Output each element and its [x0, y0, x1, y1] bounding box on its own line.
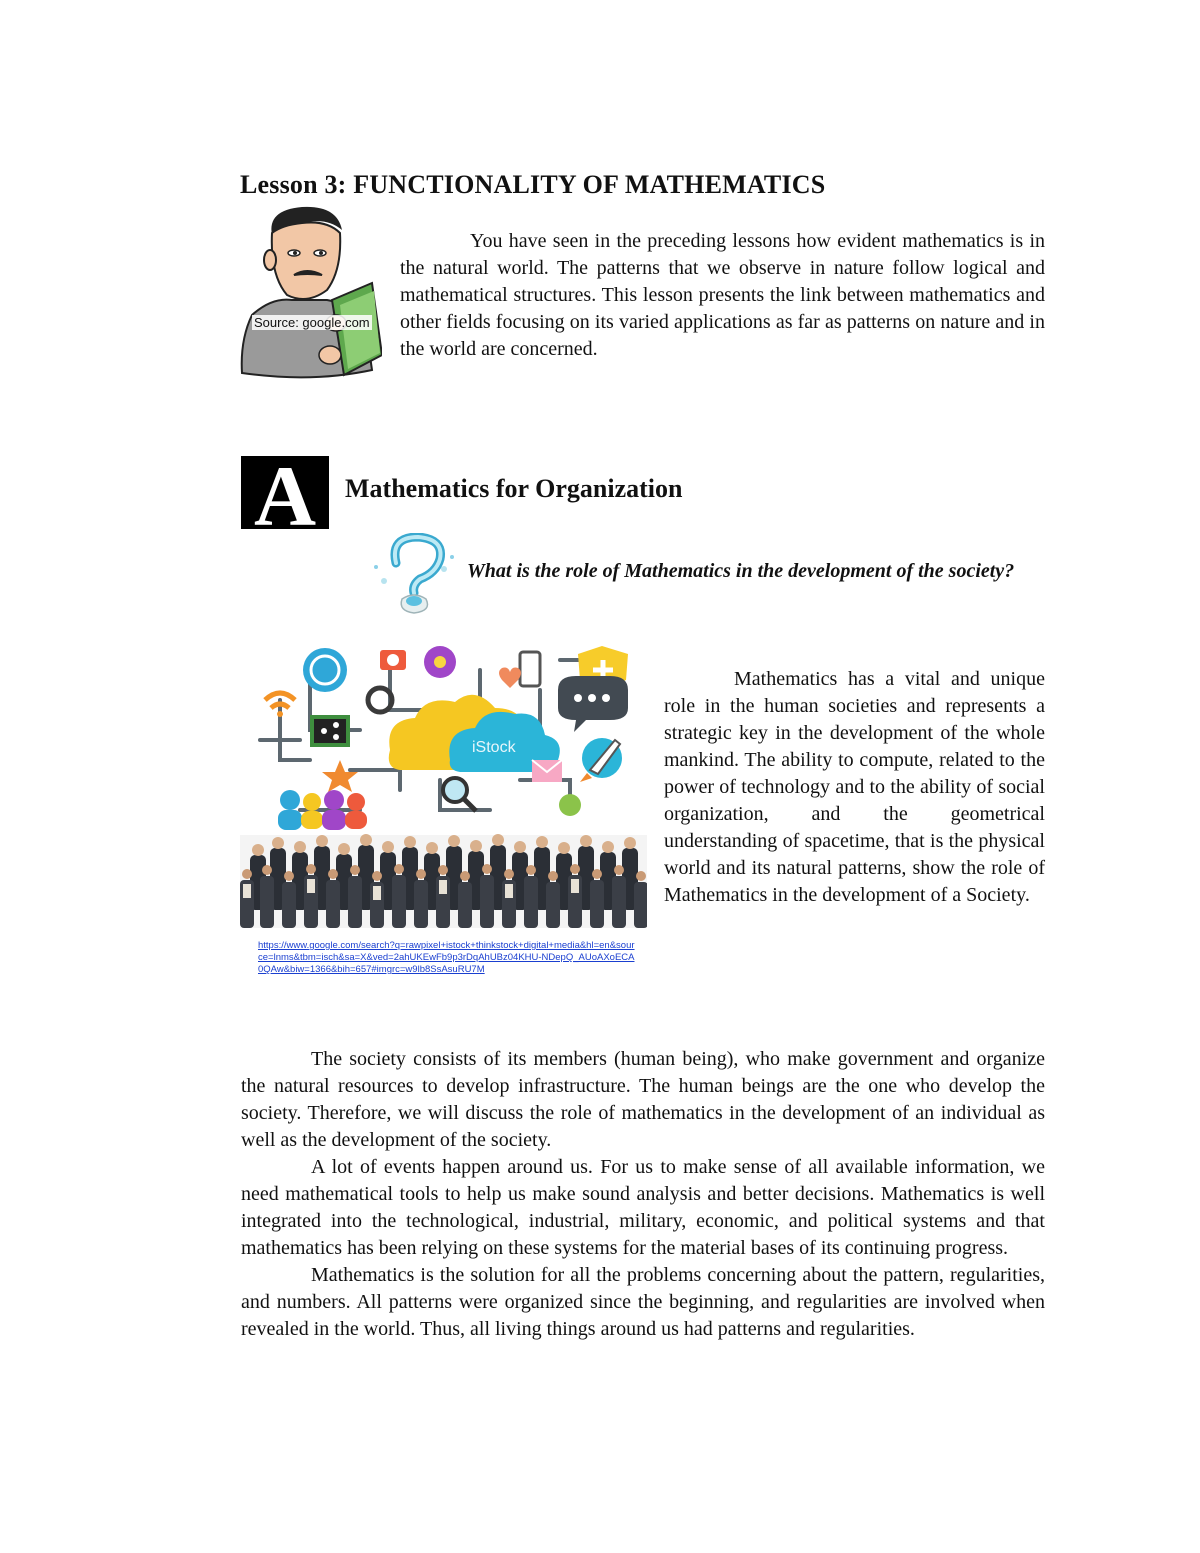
- cartoon-man-reading-illustration: [232, 205, 382, 385]
- body-paragraph: The society consists of its members (human being), who make government and organize the natural resources to develop infrastructure. The human beings are the one who develop the society. Therefore, we will discuss the role of mathematics in the development of an individual as well as the development of the society.: [241, 1048, 1045, 1151]
- image-source-caption: Source: google.com: [254, 315, 370, 330]
- intro-text: You have seen in the preceding lessons how evident mathematics is in the natural world. The patterns that we observe in nature follow logical and mathematical structures. This lesson presents the link between mathematics and other fields focusing on its varied applications as far as patterns on nature and in the world are concerned.: [400, 230, 1045, 360]
- body-text: [241, 1046, 1045, 1343]
- image-source-link[interactable]: https://www.google.com/search?q=rawpixel+istock+thinkstock+digital+media&hl=en&source=lnms&tbm=isch&sa=X&ved=2ahUKEwFb9p3rDqAhUBz04KHU-NDepQ_AUoAXoECA0QAw&biw=1366&bih=657#imgrc=w9lb8SsAsuRU7M: [258, 940, 635, 975]
- body-paragraph: Mathematics is the solution for all the problems concerning about the pattern, regularities, and numbers. All patterns were organized since the beginning, and regularities are involved when revealed in the world. Thus, all living things around us had patterns and regularities.: [241, 1264, 1045, 1340]
- side-paragraph: [664, 666, 1045, 909]
- side-text: Mathematics has a vital and unique role in the human societies and represents a strategic key in the development of the whole mankind. The ability to compute, related to the power of technology and to the ability of social organization, and the geometrical understanding of spacetime, that is the physical world and its natural patterns, show the role of Mathematics in the development of a Society.: [664, 668, 1045, 906]
- guiding-question: What is the role of Mathematics in the development of the society?: [467, 560, 1015, 582]
- question-mark-icon: [368, 533, 458, 615]
- lesson-title: Lesson 3: FUNCTIONALITY OF MATHEMATICS: [240, 170, 826, 199]
- section-heading: Mathematics for Organization: [345, 474, 683, 503]
- body-paragraph: A lot of events happen around us. For us to make sense of all available information, we need mathematical tools to help us make sound analysis and better decisions. Mathematics is well integrated into the technological, industrial, military, economic, and political systems and that mathematics has been relying on these systems for the material bases of its continuing progress.: [241, 1156, 1045, 1259]
- section-letter-badge: A: [241, 456, 329, 529]
- intro-paragraph: [400, 228, 1045, 363]
- society-technology-collage-image: [240, 640, 647, 940]
- watermark-text: iStock: [472, 739, 516, 756]
